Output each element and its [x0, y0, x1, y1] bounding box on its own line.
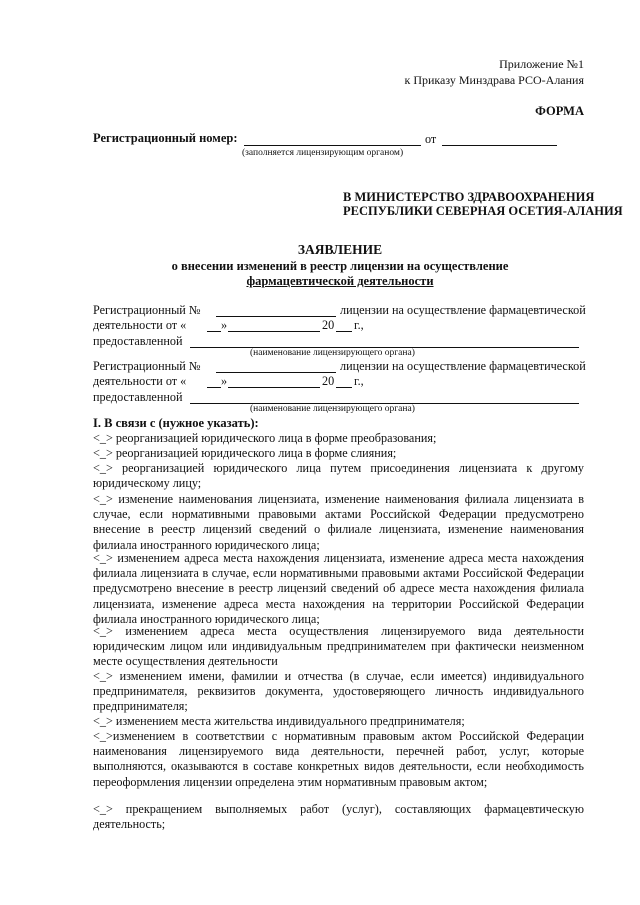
license-1-quote-close: »	[221, 318, 228, 332]
license-1-reg-label: Регистрационный №	[93, 303, 201, 317]
recipient-line-1: В МИНИСТЕРСТВО ЗДРАВООХРАНЕНИЯ	[343, 190, 595, 204]
option-item-2[interactable]: <_> реорганизацией юридического лица в форме слияния;	[93, 446, 397, 460]
license-1-year-field[interactable]	[336, 331, 352, 332]
option-item-7[interactable]: <_> изменением имени, фамилии и отчества (в случае, если имеется) индивидуального предпринимателя, реквизитов документа, удостоверяющего личность индивидуального предпринимателя;	[93, 669, 584, 714]
license-2-year-prefix: 20	[322, 374, 335, 388]
license-2-activity-label: деятельности от «	[93, 374, 187, 388]
license-2-year-suffix: г.,	[354, 374, 364, 388]
license-1-reg-number-field[interactable]	[216, 316, 336, 317]
order-reference: к Приказу Минздрава РСО-Алания	[404, 73, 584, 87]
option-item-9[interactable]: <_>изменением в соответствии с нормативным правовым актом Российской Федерации наименования лицензируемого вида деятельности, перечней работ, услуг, которые выполняются, оказываются в составе конкретных видов деятельности, если необходимость переоформления лицензии определена этим нормативным правовым актом;	[93, 729, 584, 789]
license-1-issued-label: предоставленной	[93, 334, 183, 348]
license-2-reg-number-field[interactable]	[216, 372, 336, 373]
license-2-month-field[interactable]	[228, 387, 320, 388]
document-subtitle-1: о внесении изменений в реестр лицензии на осуществление	[171, 259, 509, 273]
license-1-license-text: лицензии на осуществление фармацевтической	[340, 303, 586, 317]
option-item-4[interactable]: <_> изменение наименования лицензиата, изменение наименования филиала лицензиата в случае, если нормативными правовыми актами Российской Федерации предусмотрено внесение в реестр лицензий сведений о филиале лицензиата, изменение наименования филиала иностранного юридического лица;	[93, 492, 584, 552]
section-heading: I. В связи с (нужное указать):	[93, 416, 259, 430]
license-2-day-field[interactable]	[207, 387, 221, 388]
license-1-activity-label: деятельности от «	[93, 318, 187, 332]
option-item-6[interactable]: <_> изменением адреса места осуществления лицензируемого вида деятельности юридическим лицом или индивидуальным предпринимателем при фактически неизменном месте осуществления деятельности	[93, 624, 584, 669]
license-1-month-field[interactable]	[228, 331, 320, 332]
registration-date-field[interactable]	[442, 145, 557, 146]
license-1-year-suffix: г.,	[354, 318, 364, 332]
form-label: ФОРМА	[535, 104, 584, 118]
license-2-issued-label: предоставленной	[93, 390, 183, 404]
license-1-day-field[interactable]	[207, 331, 221, 332]
license-2-authority-note: (наименование лицензирующего органа)	[250, 404, 415, 414]
option-item-1[interactable]: <_> реорганизацией юридического лица в форме преобразования;	[93, 431, 437, 445]
registration-number-label: Регистрационный номер:	[93, 131, 238, 145]
document-title: ЗАЯВЛЕНИЕ	[297, 242, 383, 257]
registration-from-label: от	[425, 132, 437, 146]
option-item-8[interactable]: <_> изменением места жительства индивидуального предпринимателя;	[93, 714, 465, 728]
license-2-reg-label: Регистрационный №	[93, 359, 201, 373]
license-2-license-text: лицензии на осуществление фармацевтической	[340, 359, 586, 373]
document-subtitle-2: фармацевтической деятельности	[246, 274, 434, 288]
option-item-10[interactable]: <_> прекращением выполняемых работ (услуг), составляющих фармацевтическую деятельность;	[93, 802, 584, 832]
license-2-quote-close: »	[221, 374, 228, 388]
registration-note: (заполняется лицензирующим органом)	[242, 148, 404, 158]
option-item-5[interactable]: <_> изменением адреса места нахождения лицензиата, изменение адреса места нахождения филиала лицензиата в случае, если нормативными правовыми актами Российской Федерации предусмотрено внесение в реестр лицензий сведений об адресе места нахождения филиала лицензиата, изменение адреса места нахождения на территории Российской Федерации филиала иностранного юридического лица;	[93, 551, 584, 626]
license-2-year-field[interactable]	[336, 387, 352, 388]
license-1-year-prefix: 20	[322, 318, 335, 332]
registration-number-field[interactable]	[244, 145, 421, 146]
option-item-3[interactable]: <_> реорганизацией юридического лица путем присоединения лицензиата к другому юридическому лицу;	[93, 461, 584, 491]
license-1-authority-note: (наименование лицензирующего органа)	[250, 348, 415, 358]
appendix-label: Приложение №1	[499, 57, 584, 71]
recipient-line-2: РЕСПУБЛИКИ СЕВЕРНАЯ ОСЕТИЯ-АЛАНИЯ	[343, 204, 623, 218]
